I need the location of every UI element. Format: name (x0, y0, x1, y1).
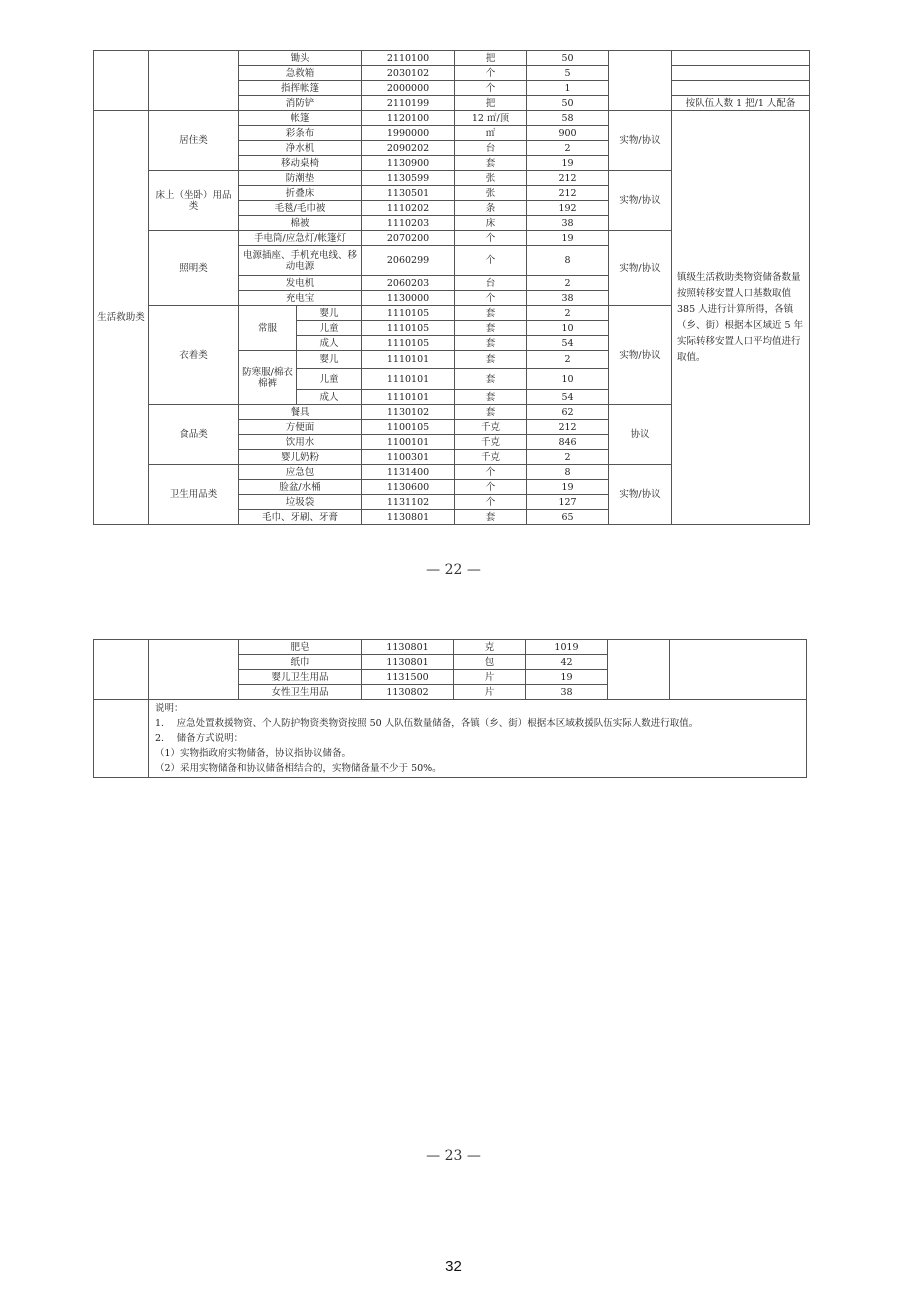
method-clothing: 实物/协议 (609, 306, 672, 405)
item-qty: 65 (527, 510, 609, 525)
item-code: 1130801 (362, 510, 455, 525)
notes-title: 说明： (155, 703, 184, 714)
item-unit: 条 (455, 201, 527, 216)
item-unit: 千克 (455, 420, 527, 435)
item-unit: 台 (455, 141, 527, 156)
note-2: 2. 储备方式说明： (155, 733, 244, 744)
subcategory-cell (149, 51, 239, 111)
page-number: — 22 — (426, 562, 481, 578)
item-name: 移动桌椅 (239, 156, 362, 171)
item-unit: 个 (455, 81, 527, 96)
item-name: 充电宝 (239, 291, 362, 306)
item-unit: 千克 (455, 435, 527, 450)
item-code: 2090202 (362, 141, 455, 156)
note-3: （1）实物指政府实物储备，协议指协议储备。 (155, 748, 352, 759)
item-qty: 38 (527, 291, 609, 306)
item-code: 1130599 (362, 171, 455, 186)
method-housing: 实物/协议 (609, 111, 672, 171)
remark-cell (672, 66, 810, 81)
item-unit: 克 (454, 640, 526, 655)
item-qty: 212 (527, 171, 609, 186)
item-code: 1131400 (362, 465, 455, 480)
item-unit: 个 (455, 480, 527, 495)
item-code: 2000000 (362, 81, 455, 96)
group-label-hygiene: 卫生用品类 (149, 465, 239, 525)
item-name: 脸盆/水桶 (239, 480, 362, 495)
item-qty: 2 (527, 450, 609, 465)
item-qty: 1 (527, 81, 609, 96)
item-unit: 套 (455, 321, 527, 336)
item-name: 帐篷 (239, 111, 362, 126)
item-name: 婴儿奶粉 (239, 450, 362, 465)
item-unit: 个 (455, 465, 527, 480)
item-name: 折叠床 (239, 186, 362, 201)
supplies-table-page-22 (93, 50, 810, 525)
item-code: 1110101 (362, 351, 455, 369)
item-qty: 42 (526, 655, 608, 670)
item-code: 2110100 (362, 51, 455, 66)
item-code: 1110105 (362, 306, 455, 321)
item-name: 餐具 (239, 405, 362, 420)
item-unit: 套 (455, 369, 527, 390)
item-qty: 5 (527, 66, 609, 81)
item-name: 毛巾、牙刷、牙膏 (239, 510, 362, 525)
item-qty: 54 (527, 336, 609, 351)
item-code: 2060299 (362, 246, 455, 276)
notes-blank-cell (94, 700, 149, 778)
item-code: 1110203 (362, 216, 455, 231)
group-label-bedding: 床上（坐卧）用品类 (149, 171, 239, 231)
notes-cell (149, 700, 807, 778)
item-unit: 个 (455, 66, 527, 81)
notes-row (94, 700, 807, 778)
item-qty: 2 (527, 141, 609, 156)
item-qty: 8 (527, 246, 609, 276)
item-qty: 62 (527, 405, 609, 420)
item-name: 锄头 (239, 51, 362, 66)
item-code: 1130000 (362, 291, 455, 306)
supplies-table-page-23 (93, 639, 807, 778)
item-qty: 2 (527, 351, 609, 369)
item-code: 1100301 (362, 450, 455, 465)
item-name: 方便面 (239, 420, 362, 435)
item-unit: 套 (455, 351, 527, 369)
item-name: 指挥帐篷 (239, 81, 362, 96)
group-label-food: 食品类 (149, 405, 239, 465)
item-unit: 张 (455, 186, 527, 201)
item-unit: 片 (454, 670, 526, 685)
item-qty: 19 (527, 480, 609, 495)
group-label-clothing: 衣着类 (149, 306, 239, 405)
item-unit: ㎡ (455, 126, 527, 141)
item-qty: 2 (527, 276, 609, 291)
item-unit: 套 (455, 390, 527, 405)
note-4: （2）采用实物储备和协议储备相结合的，实物储备量不少于 50%。 (155, 763, 442, 774)
item-name: 毛毯/毛巾被 (239, 201, 362, 216)
item-qty: 50 (527, 51, 609, 66)
remark-cell (670, 640, 807, 700)
item-qty: 846 (527, 435, 609, 450)
item-qty: 58 (527, 111, 609, 126)
item-code: 2060203 (362, 276, 455, 291)
item-unit: 套 (455, 405, 527, 420)
item-name: 手电筒/应急灯/帐篷灯 (239, 231, 362, 246)
item-qty: 212 (527, 186, 609, 201)
item-unit: 个 (455, 246, 527, 276)
table-row (94, 640, 807, 655)
item-qty: 1019 (526, 640, 608, 655)
item-unit: 把 (455, 51, 527, 66)
item-code: 1130802 (362, 685, 454, 700)
item-code: 1110101 (362, 369, 455, 390)
group-label-housing: 居住类 (149, 111, 239, 171)
item-qty: 10 (527, 321, 609, 336)
item-unit: 个 (455, 495, 527, 510)
item-qty: 38 (527, 216, 609, 231)
item-code: 2070200 (362, 231, 455, 246)
item-name: 婴儿卫生用品 (239, 670, 362, 685)
item-name: 电源插座、手机充电线、移动电源 (239, 246, 362, 276)
group-label-lighting: 照明类 (149, 231, 239, 306)
method-hygiene: 实物/协议 (609, 465, 672, 525)
item-name: 急救箱 (239, 66, 362, 81)
remark-cell (672, 51, 810, 66)
item-qty: 2 (527, 306, 609, 321)
item-qty: 10 (527, 369, 609, 390)
item-qty: 54 (527, 390, 609, 405)
item-unit: 个 (455, 291, 527, 306)
item-qty: 19 (526, 670, 608, 685)
item-name: 净水机 (239, 141, 362, 156)
item-code: 1100101 (362, 435, 455, 450)
item-qty: 38 (526, 685, 608, 700)
item-name: 婴儿 (297, 351, 362, 369)
item-code: 1130600 (362, 480, 455, 495)
table-row (94, 51, 810, 66)
item-qty: 212 (527, 420, 609, 435)
method-lighting: 实物/协议 (609, 231, 672, 306)
item-name: 成人 (297, 336, 362, 351)
item-code: 1120100 (362, 111, 455, 126)
item-unit: 包 (454, 655, 526, 670)
category-cell (94, 51, 149, 111)
note-1: 1. 应急处置救援物资、个人防护物资类物资按照 50 人队伍数量储备，各镇（乡、街）根据本区域救援队伍实际人数进行取值。 (155, 718, 699, 729)
subcategory-cell (149, 640, 239, 700)
item-code: 2030102 (362, 66, 455, 81)
item-code: 1110105 (362, 321, 455, 336)
page-number: — 23 — (426, 1148, 481, 1164)
item-code: 1130501 (362, 186, 455, 201)
item-qty: 8 (527, 465, 609, 480)
method-cell (609, 51, 672, 111)
item-unit: 片 (454, 685, 526, 700)
item-code: 1130801 (362, 655, 454, 670)
table-row (94, 111, 810, 126)
item-name: 发电机 (239, 276, 362, 291)
category-cell (94, 640, 149, 700)
remark-cell (672, 81, 810, 96)
item-name: 防潮垫 (239, 171, 362, 186)
main-category: 生活救助类 (94, 111, 149, 525)
item-code: 1100105 (362, 420, 455, 435)
pdf-page-number: 32 (445, 1258, 462, 1275)
item-name: 儿童 (297, 369, 362, 390)
item-unit: 台 (455, 276, 527, 291)
item-code: 1130102 (362, 405, 455, 420)
item-unit: 套 (455, 306, 527, 321)
item-unit: 床 (455, 216, 527, 231)
item-name: 纸巾 (239, 655, 362, 670)
subgroup-label: 防寒服/棉衣棉裤 (239, 351, 297, 405)
item-name: 垃圾袋 (239, 495, 362, 510)
item-code: 1990000 (362, 126, 455, 141)
item-unit: 套 (455, 156, 527, 171)
method-bedding: 实物/协议 (609, 171, 672, 231)
item-qty: 19 (527, 156, 609, 171)
item-qty: 127 (527, 495, 609, 510)
remark-cell: 按队伍人数 1 把/1 人配备 (672, 96, 810, 111)
item-name: 女性卫生用品 (239, 685, 362, 700)
item-code: 1130900 (362, 156, 455, 171)
item-name: 肥皂 (239, 640, 362, 655)
item-qty: 900 (527, 126, 609, 141)
item-name: 彩条布 (239, 126, 362, 141)
item-unit: 千克 (455, 450, 527, 465)
item-code: 1130801 (362, 640, 454, 655)
item-name: 成人 (297, 390, 362, 405)
item-qty: 192 (527, 201, 609, 216)
item-code: 1131102 (362, 495, 455, 510)
item-name: 婴儿 (297, 306, 362, 321)
item-unit: 套 (455, 336, 527, 351)
method-cell (608, 640, 670, 700)
item-code: 1110105 (362, 336, 455, 351)
item-name: 消防铲 (239, 96, 362, 111)
item-name: 饮用水 (239, 435, 362, 450)
item-code: 1131500 (362, 670, 454, 685)
item-unit: 12 ㎡/顶 (455, 111, 527, 126)
item-name: 棉被 (239, 216, 362, 231)
item-code: 2110199 (362, 96, 455, 111)
item-code: 1110202 (362, 201, 455, 216)
item-code: 1110101 (362, 390, 455, 405)
subgroup-label: 常服 (239, 306, 297, 351)
method-food: 协议 (609, 405, 672, 465)
item-name: 儿童 (297, 321, 362, 336)
item-unit: 套 (455, 510, 527, 525)
item-unit: 张 (455, 171, 527, 186)
item-qty: 19 (527, 231, 609, 246)
item-name: 应急包 (239, 465, 362, 480)
main-remark: 镇级生活救助类物资储备数量按照转移安置人口基数取值 385 人进行计算所得，各镇（乡、街）根据本区域近 5 年实际转移安置人口平均值进行取值。 (672, 111, 810, 525)
item-unit: 个 (455, 231, 527, 246)
item-qty: 50 (527, 96, 609, 111)
item-unit: 把 (455, 96, 527, 111)
